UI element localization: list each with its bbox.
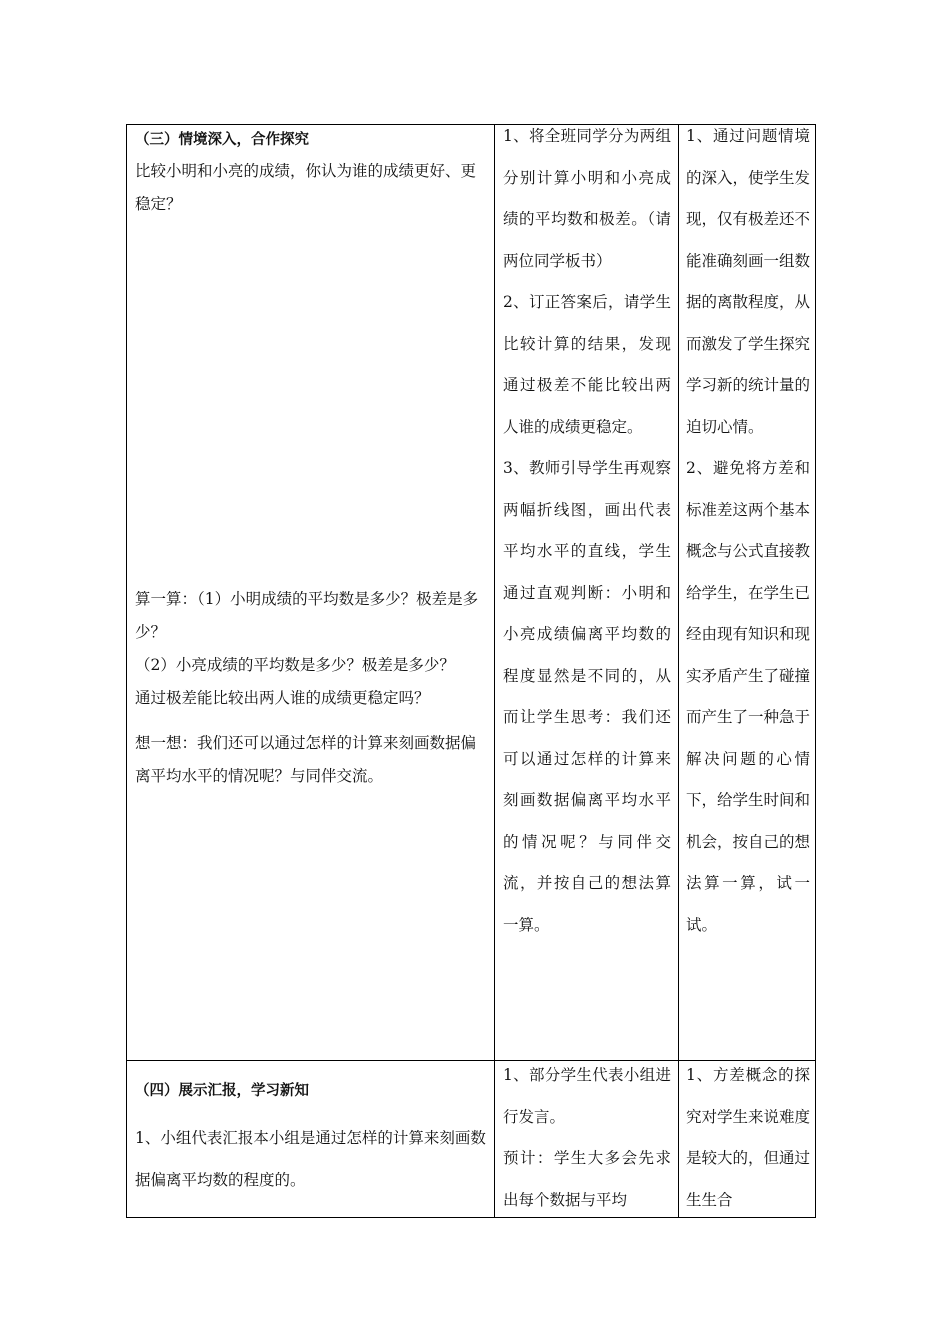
section3-activity-3: 3、教师引导学生再观察两幅折线图，画出代表平均水平的直线，学生通过直观判断：小明和小亮成绩偏离平均数的程度显然是不同的，从而让学生思考：我们还可以通过怎样的计算来刻画数据偏离平均水平的情况呢？与同伴交流，并按自己的想法算一算。 xyxy=(503,459,671,934)
column-divider-1 xyxy=(494,125,495,1217)
section3-calc1: 算一算：（1）小明成绩的平均数是多少？极差是多少？ xyxy=(135,590,479,641)
section3-teacher-activities xyxy=(503,116,671,946)
section4-teacher-activities xyxy=(503,1055,671,1221)
section3-activity-1: 1、将全班同学分为两组分别计算小明和小亮成绩的平均数和极差。（请两位同学板书） xyxy=(503,127,671,270)
section4-intent-1: 1、方差概念的探究对学生来说难度是较大的，但通过生生合 xyxy=(686,1066,811,1209)
section3-design-intent xyxy=(686,116,810,946)
section3-think: 想一想：我们还可以通过怎样的计算来刻画数据偏离平均水平的情况呢？与同伴交流。 xyxy=(135,734,477,785)
section4-heading: （四）展示汇报，学习新知 xyxy=(135,1083,309,1099)
section3-intent-2: 2、避免将方差和标准差这两个基本概念与公式直接教给学生，在学生已经由现有知识和现实矛盾产生了碰撞而产生了一种急于解决问题的心情下，给学生时间和机会，按自己的想法算一算，试一试。 xyxy=(686,459,811,934)
section3-heading: （三）情境深入，合作探究 xyxy=(135,132,309,148)
section3-calc2: （2）小亮成绩的平均数是多少？极差是多少？ xyxy=(135,656,455,674)
section3-content xyxy=(135,125,491,221)
section3-calc3: 通过极差能比较出两人谁的成绩更稳定吗？ xyxy=(135,689,430,707)
section4-design-intent xyxy=(686,1055,810,1221)
section3-intent-1: 1、通过问题情境的深入，使学生发现，仅有极差还不能准确刻画一组数据的离散程度，从而激发了学生探究学习新的统计量的迫切心情。 xyxy=(686,127,811,436)
section4-item1: 1、小组代表汇报本小组是通过怎样的计算来刻画数据偏离平均数的程度的。 xyxy=(135,1129,486,1189)
section4-activity-2: 预计：学生大多会先求出每个数据与平均 xyxy=(503,1149,671,1209)
lesson-plan-table xyxy=(126,124,816,1218)
column-divider-2 xyxy=(678,125,679,1217)
section4-activity-1: 1、部分学生代表小组进行发言。 xyxy=(503,1066,671,1126)
section4-content xyxy=(135,1069,491,1201)
section3-calc xyxy=(135,583,491,793)
section3-activity-2: 2、订正答案后，请学生比较计算的结果，发现通过极差不能比较出两人谁的成绩更稳定。 xyxy=(503,293,671,436)
section3-intro: 比较小明和小亮的成绩，你认为谁的成绩更好、更稳定？ xyxy=(135,162,477,213)
